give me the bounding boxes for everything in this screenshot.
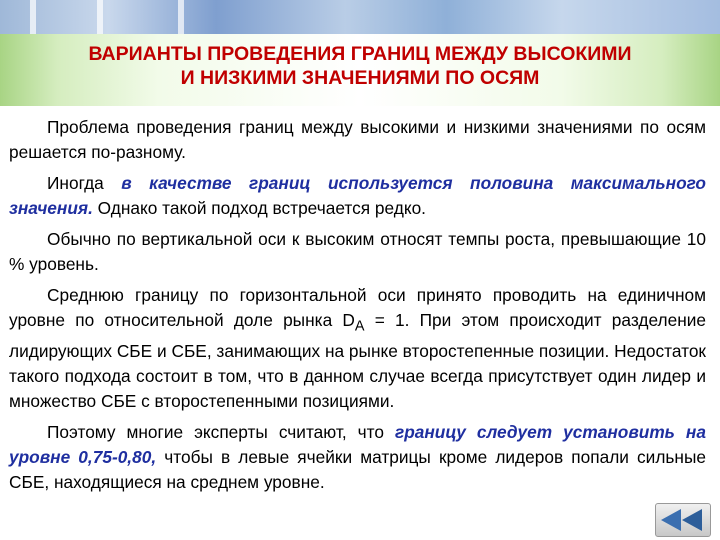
header-stripe xyxy=(30,0,36,34)
paragraph-4-subscript: A xyxy=(354,318,365,335)
header-stripe xyxy=(97,0,103,34)
title-line-1: ВАРИАНТЫ ПРОВЕДЕНИЯ ГРАНИЦ МЕЖДУ ВЫСОКИМИ xyxy=(88,43,632,65)
slide-title xyxy=(40,42,680,90)
paragraph-5 xyxy=(9,420,706,495)
back-arrow-icon-secondary xyxy=(682,509,702,531)
paragraph-2-text-b: Однако такой подход встречается редко. xyxy=(92,198,426,218)
paragraph-4-text-b: = 1. При этом происходит разделение лидирующих СБЕ и СБЕ, занимающих на рынке второстепенные позиции. Недостаток такого подхода состоит в том, что в данном случае всегда присутствует один лидер и множество СБЕ с второстепенными позициями. xyxy=(9,310,706,412)
paragraph-2-emphasis: в качестве границ используется половина максимального значения. xyxy=(9,173,706,218)
back-navigation-button[interactable] xyxy=(655,503,711,537)
header-stripe xyxy=(178,0,184,34)
decorative-header-band xyxy=(0,0,720,34)
title-line-2: И НИЗКИМИ ЗНАЧЕНИЯМИ ПО ОСЯМ xyxy=(180,67,540,89)
paragraph-1: Проблема проведения границ между высокими и низкими значениями по осям решается по-разному. xyxy=(9,117,706,162)
paragraph-4-text-a: Среднюю границу по горизонтальной оси принято проводить на единичном уровне по относительной доле рынка D xyxy=(9,285,706,330)
back-arrow-icon xyxy=(661,509,681,531)
paragraph-3: Обычно по вертикальной оси к высоким относят темпы роста, превышающие 10 % уровень. xyxy=(9,229,706,274)
paragraph-4 xyxy=(9,283,706,414)
paragraph-2-text-a: Иногда xyxy=(47,173,122,193)
paragraph-5-text-b: чтобы в левые ячейки матрицы кроме лидеров попали сильные СБЕ, находящиеся на среднем уровне. xyxy=(9,447,706,493)
paragraph-2 xyxy=(9,171,706,221)
paragraph-5-emphasis: границу следует установить на уровне 0,75-0,80, xyxy=(9,422,706,468)
paragraph-5-text-a: Поэтому многие эксперты считают, что xyxy=(47,422,395,443)
slide-body xyxy=(9,115,706,501)
